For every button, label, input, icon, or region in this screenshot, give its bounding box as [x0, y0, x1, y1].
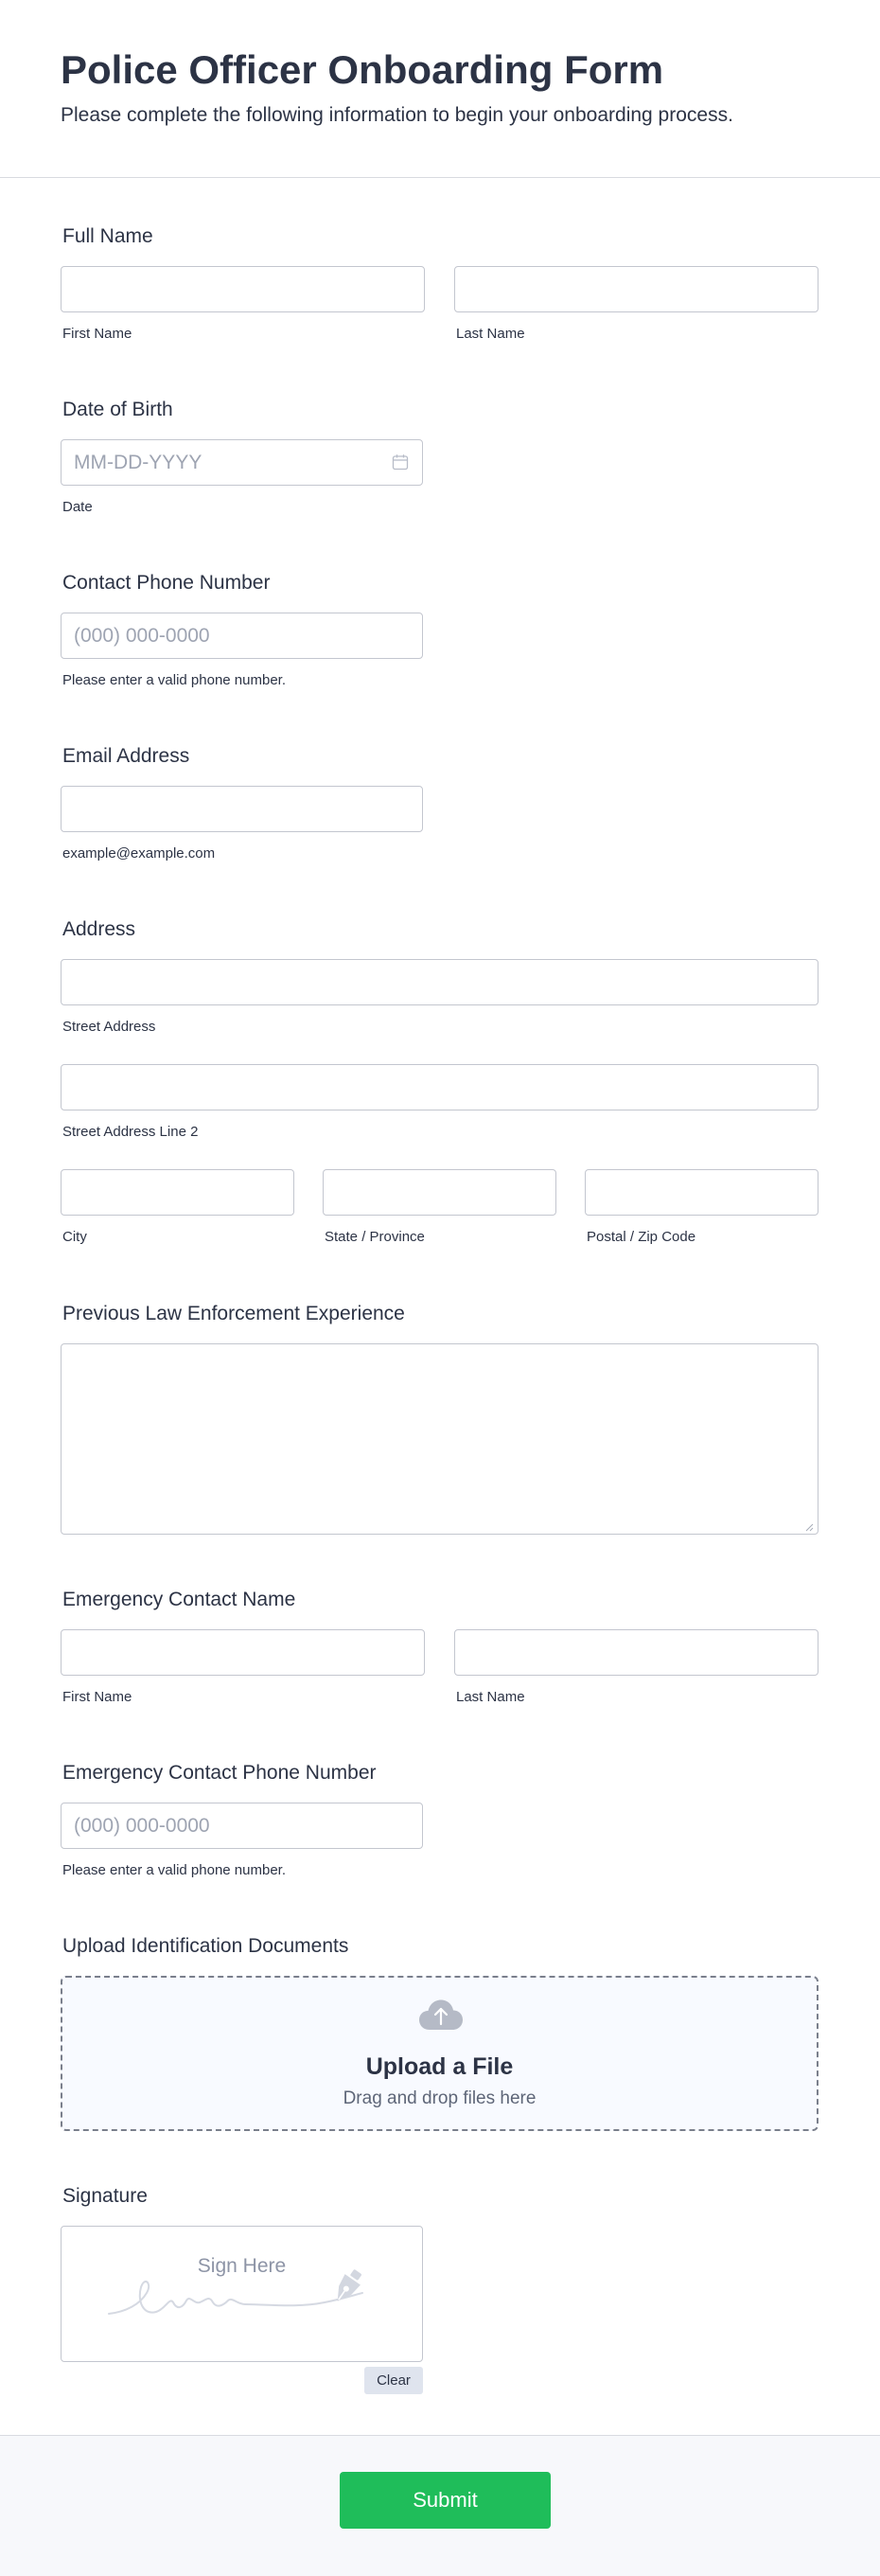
- emergency-last-name-input[interactable]: [454, 1629, 818, 1676]
- signature-hint: Sign Here: [197, 2255, 287, 2277]
- state-input[interactable]: [323, 1169, 556, 1216]
- emergency-first-name-sublabel: First Name: [62, 1689, 132, 1705]
- street-address-2-sublabel: Street Address Line 2: [62, 1124, 199, 1140]
- street-address-sublabel: Street Address: [62, 1019, 156, 1035]
- emergency-last-name-sublabel: Last Name: [456, 1689, 525, 1705]
- upload-title: Upload a File: [365, 2053, 514, 2080]
- street-address-input[interactable]: [61, 959, 818, 1005]
- emergency-phone-input[interactable]: [61, 1803, 423, 1849]
- emergency-first-name-input[interactable]: [61, 1629, 425, 1676]
- signature-label: Signature: [62, 2185, 148, 2207]
- email-input[interactable]: [61, 786, 423, 832]
- submit-button[interactable]: Submit: [340, 2472, 551, 2529]
- email-sublabel: example@example.com: [62, 845, 216, 862]
- first-name-sublabel: First Name: [62, 326, 132, 342]
- last-name-input[interactable]: [454, 266, 818, 312]
- pen-nib-icon: [326, 2268, 368, 2311]
- full-name-label: Full Name: [62, 225, 153, 247]
- cloud-upload-icon: [418, 1999, 464, 2035]
- dob-label: Date of Birth: [62, 399, 173, 420]
- page-subtitle: Please complete the following information to begin your onboarding process.: [61, 104, 733, 126]
- address-label: Address: [62, 918, 136, 940]
- header-divider: [0, 177, 880, 178]
- zip-sublabel: Postal / Zip Code: [587, 1229, 696, 1245]
- emergency-phone-sublabel: Please enter a valid phone number.: [62, 1862, 286, 1878]
- email-label: Email Address: [62, 745, 190, 767]
- experience-label: Previous Law Enforcement Experience: [62, 1303, 405, 1324]
- emergency-phone-label: Emergency Contact Phone Number: [62, 1762, 377, 1784]
- experience-textarea[interactable]: [61, 1343, 818, 1535]
- resize-handle-icon[interactable]: [804, 1519, 814, 1529]
- dob-sublabel: Date: [62, 499, 93, 515]
- signature-pad[interactable]: [61, 2226, 423, 2362]
- city-input[interactable]: [61, 1169, 294, 1216]
- city-sublabel: City: [62, 1229, 87, 1245]
- emergency-name-label: Emergency Contact Name: [62, 1589, 296, 1610]
- clear-signature-button[interactable]: Clear: [364, 2367, 423, 2394]
- first-name-input[interactable]: [61, 266, 425, 312]
- zip-input[interactable]: [585, 1169, 818, 1216]
- phone-sublabel: Please enter a valid phone number.: [62, 672, 286, 688]
- street-address-2-input[interactable]: [61, 1064, 818, 1110]
- upload-dropzone[interactable]: [61, 1976, 818, 2131]
- dob-input[interactable]: [61, 439, 423, 486]
- upload-subtitle: Drag and drop files here: [343, 2088, 537, 2108]
- phone-label: Contact Phone Number: [62, 572, 271, 594]
- page-title: Police Officer Onboarding Form: [61, 47, 664, 92]
- calendar-icon[interactable]: [392, 453, 409, 471]
- last-name-sublabel: Last Name: [456, 326, 525, 342]
- state-sublabel: State / Province: [325, 1229, 425, 1245]
- upload-label: Upload Identification Documents: [62, 1935, 349, 1957]
- phone-input[interactable]: [61, 613, 423, 659]
